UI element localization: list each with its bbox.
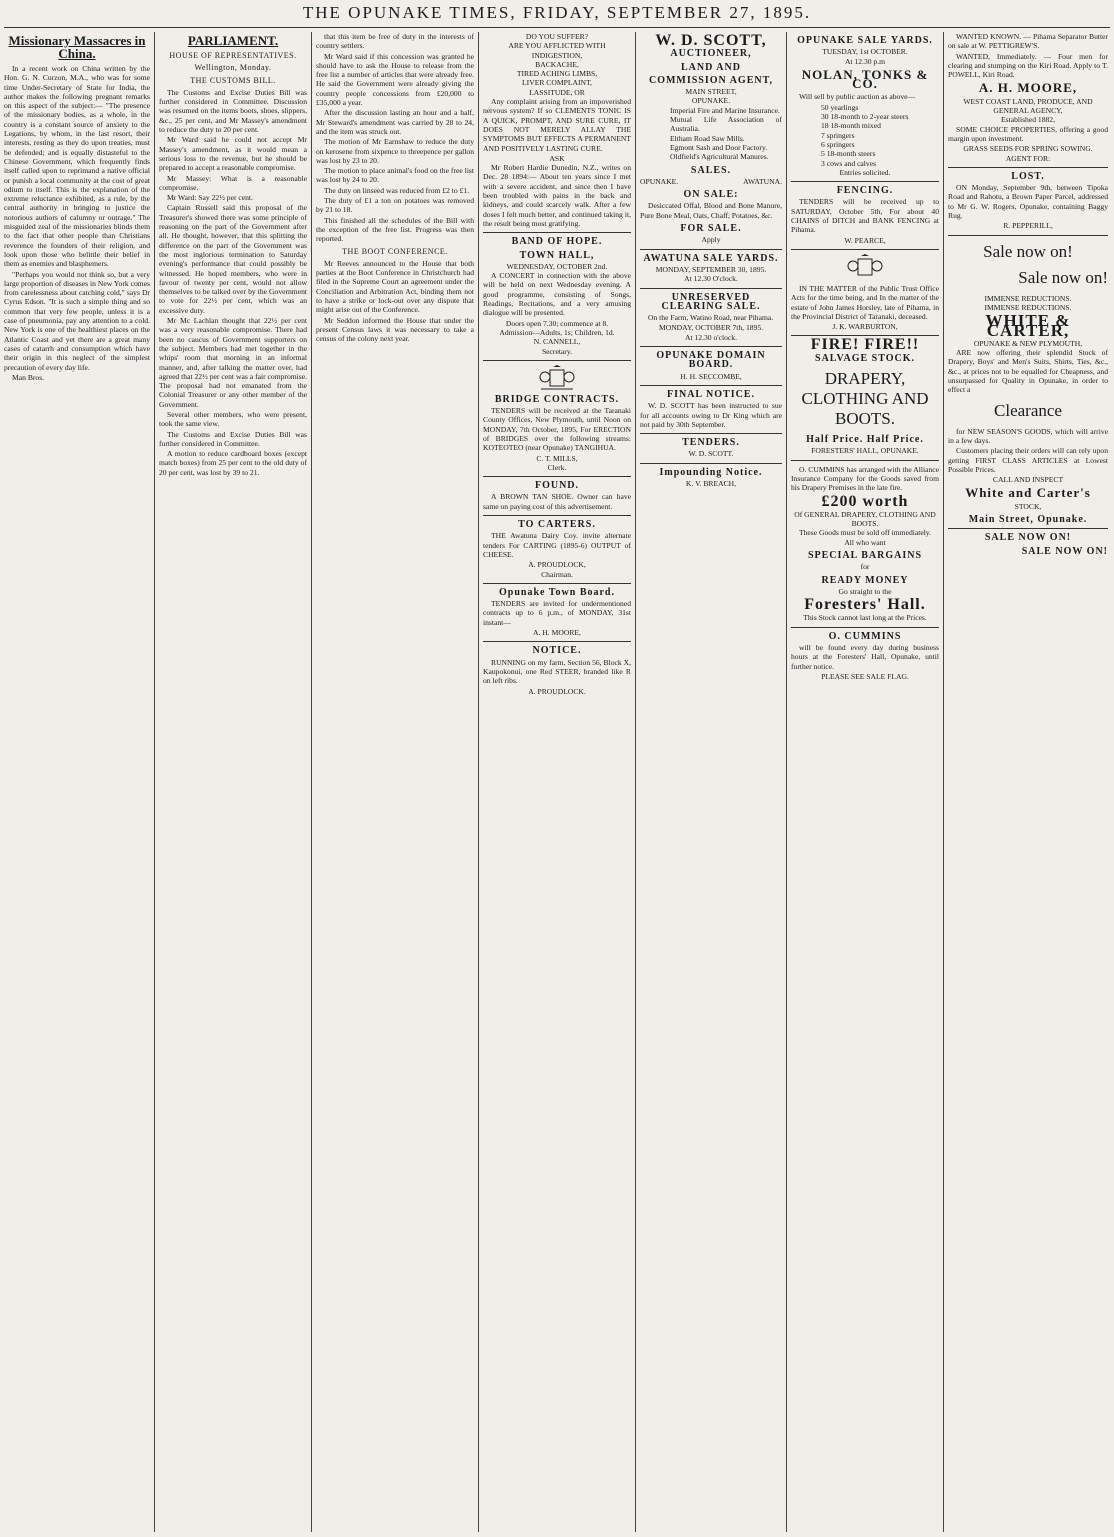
unreserved-body: On the Farm, Watino Road, near Pihama. bbox=[648, 313, 774, 323]
for-label: for bbox=[860, 562, 870, 572]
scott-role: COMMISSION AGENT, bbox=[648, 74, 774, 86]
band-of-hope-title: BAND OF HOPE. bbox=[511, 236, 603, 248]
found-body: A BROWN TAN SHOE. Owner can have same on paying cost of this advertisement. bbox=[483, 492, 631, 511]
lost-body: ON Monday, September 9th, between Tipoka Road and Rahotu, a Brown Paper Parcel, addressed to Mr G. W. Rogers, Opunake, containing Baggy Rug. bbox=[948, 183, 1108, 221]
column-divider bbox=[154, 32, 155, 1532]
divider bbox=[948, 528, 1108, 529]
final-notice-body: W. D. SCOTT has been instructed to sue for all accounts owing to Dr King which are not paid by 30th September. bbox=[640, 401, 782, 429]
stock-list bbox=[821, 103, 939, 168]
moore-subtitle: WEST COAST LAND, PRODUCE, AND GENERAL AGENCY, bbox=[963, 96, 1093, 116]
sale-now-on-bottom: SALE NOW ON! bbox=[1021, 545, 1108, 557]
drapery-title: DRAPERY, CLOTHING AND BOOTS. bbox=[801, 369, 929, 429]
band-of-hope-doors: Doors open 7.30; commence at 8. bbox=[505, 318, 609, 328]
go-label: Go straight to the bbox=[838, 586, 892, 596]
divider bbox=[948, 167, 1108, 168]
apply-label: Apply bbox=[701, 235, 721, 245]
unreserved-time: At 12.30 o'clock. bbox=[685, 332, 737, 342]
fire-title: FIRE! FIRE!! bbox=[810, 336, 920, 354]
article-paragraph: The motion to place animal's food on the free list was lost by 24 to 20. bbox=[316, 166, 474, 185]
ad-tonic-line: TIRED ACHING LIMBS, bbox=[516, 69, 598, 79]
list-item: 50 yearlings bbox=[821, 102, 859, 112]
band-of-hope-subtitle: TOWN HALL, bbox=[519, 249, 595, 261]
main-street: Main Street, Opunake. bbox=[968, 513, 1088, 525]
notice-title: NOTICE. bbox=[532, 645, 582, 657]
list-item: Oldfield's Agricultural Manures. bbox=[670, 152, 769, 162]
yards-title: OPUNAKE SALE YARDS. bbox=[797, 35, 933, 46]
band-of-hope-sign-role: Secretary. bbox=[541, 346, 573, 356]
bridge-contracts-body: TENDERS will be received at the Taranaki County Offices, New Plymouth, until Noon on MONDAY, 7th October, 1895, For ERECTION of BRIDGES over the following streams: KOTEOTEO (near Opunake) TANGIHUA. bbox=[483, 406, 631, 453]
worth-body: These Goods must be sold off immediately. bbox=[798, 528, 932, 538]
special-bargains: SPECIAL BARGAINS bbox=[807, 549, 923, 561]
yards-time: At 12.30 p.m bbox=[844, 56, 886, 66]
article-paragraph: The duty of £1 a ton on potatoes was removed by 21 to 18. bbox=[316, 196, 474, 215]
scott-address: MAIN STREET, bbox=[685, 87, 737, 97]
article-paragraph: Mr Massey: What is a reasonable compromise. bbox=[159, 173, 307, 192]
sale-now-on: Sale now on! bbox=[983, 241, 1073, 261]
ad-tonic-testimonial: Mr Robert Hardie Dunedin, N.Z., writes on Dec. 28 1894:— About ten years since I met with a severe accident, and since then I have been troubled with pains in the back and kidneys, and could scarcely walk. After a few doses I felt much better, and continued taking it, the result being most gratifying. bbox=[483, 163, 631, 228]
column-parliament-cont bbox=[316, 32, 474, 1532]
entries-solicited: Entries solicited. bbox=[839, 167, 891, 177]
headline-parliament: PARLIAMENT. bbox=[187, 33, 279, 48]
divider bbox=[483, 515, 631, 516]
ad-tonic-line: BACKACHE, bbox=[535, 59, 579, 69]
call-and-inspect: CALL AND INSPECT bbox=[992, 475, 1064, 485]
yards-date: TUESDAY, 1st OCTOBER. bbox=[822, 47, 908, 57]
salvage-title: SALVAGE STOCK. bbox=[815, 352, 915, 364]
list-item: 5 18-month steers bbox=[821, 149, 876, 159]
sales-title: SALES. bbox=[690, 164, 732, 176]
ad-tonic-ask: ASK bbox=[549, 153, 565, 163]
sales-opunake: OPUNAKE. bbox=[640, 176, 679, 186]
town-board-sign: A. H. MOORE, bbox=[533, 628, 581, 638]
carters-title: TO CARTERS. bbox=[518, 519, 596, 531]
band-of-hope-admission: Admission—Adults, 1s; Children, 1d. bbox=[499, 327, 615, 337]
band-of-hope-body: A CONCERT in connection with the above will be held on next Wednesday evening. A good programme, consisting of Songs, Readings, Recitations, and a very amusing dialogue will be presented. bbox=[483, 271, 631, 318]
carters-sign-role: Chairman. bbox=[541, 569, 573, 579]
sales-awatuna: AWATUNA. bbox=[743, 176, 782, 186]
firm-name: NOLAN, TONKS & CO. bbox=[801, 66, 929, 92]
bridge-contracts-title: BRIDGE CONTRACTS. bbox=[494, 393, 620, 405]
fencing-sign: W. PEARCE, bbox=[844, 235, 886, 245]
on-sale-title: ON SALE: bbox=[683, 189, 739, 201]
subheading-house: HOUSE OF REPRESENTATIVES. bbox=[169, 51, 297, 60]
awatuna-yards-title: AWATUNA SALE YARDS. bbox=[643, 252, 779, 264]
white-carter-title: WHITE & CARTER, bbox=[985, 311, 1071, 340]
masthead-rule bbox=[4, 27, 1110, 28]
white-carter-stock: White and Carter's bbox=[965, 485, 1091, 501]
lost-sign: R. PEPPERILL, bbox=[1003, 221, 1053, 231]
impounding-sign: K. V. BREACH, bbox=[685, 478, 737, 488]
list-item: Imperial Fire and Marine Insurance. bbox=[670, 105, 780, 115]
column-sale-yards bbox=[791, 32, 939, 1532]
white-carter-subtitle: OPUNAKE & NEW PLYMOUTH, bbox=[973, 338, 1083, 348]
half-price: Half Price. Half Price. bbox=[806, 434, 924, 446]
article-paragraph: that this item be free of duty in the interests of country settlers. bbox=[316, 32, 474, 51]
list-item: 3 cows and calves bbox=[821, 158, 877, 168]
headline-missionary: Missionary Massacres in China. bbox=[8, 33, 146, 61]
bridge-contracts-sign: C. T. MILLS, bbox=[536, 453, 578, 463]
royal-arms-icon bbox=[845, 254, 885, 280]
column-missionary bbox=[4, 32, 150, 1532]
band-of-hope-sign: N. CANNELL, bbox=[533, 337, 581, 347]
carters-body: THE Awatuna Dairy Coy. invite alternate tenders For CARTING (1895-6) OUTPUT of CHEESE. bbox=[483, 531, 631, 559]
agencies-list bbox=[670, 106, 782, 162]
column-white-carter bbox=[948, 32, 1108, 1532]
moore-established: Established 1882, bbox=[1001, 115, 1055, 125]
fencing-body: TENDERS will be received up to SATURDAY, October 5th, For about 40 CHAINS of DITCH and BANK FENCING at Pihama. bbox=[791, 197, 939, 235]
article-paragraph: Mr Ward said if this concession was granted he should have to ask the House to release from the free list a number of articles that were already free. He said the Government were already giving the country people concessions from £20,000 to £35,000 a year. bbox=[316, 51, 474, 108]
list-item: 6 springers bbox=[821, 139, 855, 149]
awatuna-yards-time: At 12.30 O'clock. bbox=[684, 274, 738, 284]
divider bbox=[483, 360, 631, 361]
divider bbox=[640, 288, 782, 289]
found-title: FOUND. bbox=[534, 480, 580, 492]
notice-body: RUNNING on my farm, Section 56, Block X, Kaupokonui, one Red STEER, branded like R on left ribs. bbox=[483, 657, 631, 686]
awatuna-yards-date: MONDAY, SEPTEMBER 30, 1895. bbox=[655, 264, 767, 274]
agent-for: AGENT FOR: bbox=[1005, 153, 1051, 163]
band-of-hope-date: WEDNESDAY, OCTOBER 2nd. bbox=[506, 261, 608, 271]
divider bbox=[791, 249, 939, 250]
sale-now-on: Sale now on! bbox=[1018, 267, 1108, 287]
unreserved-date: MONDAY, OCTOBER 7th, 1895. bbox=[658, 323, 764, 333]
white-carter-body: ARE now offering their splendid Stock of Drapery, Boys' and Men's Suits, Shirts, Ties, &c., &c., at prices not to be equalled for Cheapness, and unsurpassed for Quality in Opunake, in order to effect a bbox=[948, 348, 1108, 395]
article-paragraph: Mr Seddon informed the House that under the present Census laws it was necessary to take a census of the colony next year. bbox=[316, 315, 474, 344]
customers-body: Customers placing their orders will can rely upon getting FIRST CLASS ARTICLES at Lowest Possible Prices. bbox=[948, 446, 1108, 474]
worth-title: £200 worth bbox=[821, 492, 909, 510]
list-item: Eltham Road Saw Mills. bbox=[670, 133, 745, 143]
ad-tonic-line: ARE YOU AFFLICTED WITH bbox=[508, 41, 606, 51]
tenders-title: TENDERS. bbox=[682, 437, 740, 449]
grass-seeds: GRASS SEEDS FOR SPRING SOWING. bbox=[963, 144, 1093, 154]
divider bbox=[640, 433, 782, 434]
domain-board-title: OPUNAKE DOMAIN BOARD. bbox=[656, 350, 766, 371]
town-board-body: TENDERS are invited for undermentioned contracts up to 6 p.m., of MONDAY, 31st instant— bbox=[483, 599, 631, 627]
stock-last: This Stock cannot last long at the Prices. bbox=[803, 613, 927, 623]
article-paragraph: The Customs and Excise Duties Bill was further considered in Committee. Discussion was resumed on the items boots, shoes, slippers, &c., 25 per cent, and Mr Massey's amendment to reduce the duty to 20 per cent. bbox=[159, 87, 307, 135]
article-paragraph: Mr Reeves announced to the House that both parties at the Boot Conference in Christchurch had filed in the Supreme Court an agreement under the Conciliation and Arbitration Act, binding them not to have a strike or lock-out over any dispute that might arise out of the Conference. bbox=[316, 258, 474, 315]
article-paragraph: A motion to reduce cardboard boxes (except match boxes) from 25 per cent to the old duty of 20 per cent, was lost by 39 to 21. bbox=[159, 449, 307, 477]
scott-name: W. D. SCOTT, bbox=[655, 32, 767, 49]
scott-address: OPUNAKE. bbox=[691, 96, 731, 106]
wanted-known: WANTED KNOWN. — Pihama Separator Butter on sale at W. PETTIGREW'S. bbox=[948, 32, 1108, 51]
stock-label: STOCK, bbox=[1014, 501, 1042, 511]
cummins-body: O. CUMMINS has arranged with the Alliance Insurance Company for the Goods saved from his Drapery Premises in the late fire. bbox=[791, 464, 939, 493]
foresters-hall: Foresters' Hall. bbox=[804, 596, 926, 614]
final-notice-title: FINAL NOTICE. bbox=[666, 388, 755, 400]
sale-flag: PLEASE SEE SALE FLAG. bbox=[821, 671, 909, 681]
impounding-title: Impounding Notice. bbox=[659, 466, 763, 478]
article-paragraph: This finished all the schedules of the Bill with the exception of the free list. Progress was then reported. bbox=[316, 215, 474, 244]
divider bbox=[640, 346, 782, 347]
list-item: 30 18-month to 2-year steers bbox=[821, 112, 909, 122]
list-item: Egmont Sash and Door Factory. bbox=[670, 142, 768, 152]
article-paragraph: Mr Ward: Say 22½ per cent. bbox=[167, 193, 253, 203]
divider bbox=[483, 232, 631, 233]
article-paragraph: Several other members, who were present, took the same view. bbox=[159, 409, 307, 429]
divider bbox=[640, 463, 782, 464]
divider bbox=[640, 385, 782, 386]
column-divider bbox=[478, 32, 479, 1532]
list-item: Mutual Life Association of Australia. bbox=[670, 115, 782, 134]
sales-columns bbox=[640, 177, 782, 186]
bridge-contracts-sign-role: Clerk. bbox=[547, 462, 567, 472]
trust-sign: J. K. WARBURTON, bbox=[832, 322, 898, 332]
coat-of-arms-icon bbox=[537, 365, 577, 391]
article-footer: Man Bros. bbox=[12, 372, 45, 382]
ad-tonic-body: Any complaint arising from an impoverished nervous system? If so CLEMENTS TONIC IS A QUICK, PROMPT, AND SURE CURE, IT DOES NOT MERELY ALLAY THE SYMPTOMS BUT EFFECTS A PERMANENT AND POSITIVELY LASTING CURE. bbox=[483, 97, 631, 153]
subheading-customs-bill: THE CUSTOMS BILL. bbox=[190, 75, 276, 85]
list-item: 18 18-month mixed bbox=[821, 121, 881, 131]
cummins-notice: will be found every day during business hours at the Foresters' Hall, Opunake, until further notice. bbox=[791, 643, 939, 671]
column-divider bbox=[943, 32, 944, 1532]
fencing-title: FENCING. bbox=[836, 185, 894, 197]
scott-role: LAND AND bbox=[681, 61, 741, 73]
carters-sign: A. PROUDLOCK, bbox=[528, 560, 586, 570]
article-paragraph: The Customs and Excise Duties Bill was further considered in Committee. bbox=[159, 429, 307, 448]
cummins-name: O. CUMMINS bbox=[828, 630, 902, 642]
list-item: 7 springers bbox=[821, 130, 855, 140]
article-paragraph: The duty on linseed was reduced from £2 to £1. bbox=[324, 185, 470, 195]
lost-title: LOST. bbox=[1011, 170, 1045, 182]
firm-body: Will sell by public auction as above— bbox=[799, 92, 916, 102]
divider bbox=[483, 476, 631, 477]
clearance-subtitle: for NEW SEASON'S GOODS, which will arrive in a few days. bbox=[948, 426, 1108, 445]
divider bbox=[791, 460, 939, 461]
subheading-boot-conference: THE BOOT CONFERENCE. bbox=[342, 246, 448, 256]
column-ads-1 bbox=[483, 32, 631, 1532]
sale-now-on-bottom: SALE NOW ON! bbox=[984, 532, 1072, 544]
immense-reductions: IMMENSE REDUCTIONS. bbox=[984, 302, 1072, 312]
divider bbox=[948, 235, 1108, 236]
column-scott-ads bbox=[640, 32, 782, 1532]
foresters-address: FORESTERS' HALL, OPUNAKE. bbox=[811, 446, 919, 456]
column-parliament bbox=[159, 32, 307, 1532]
ad-tonic-line: LASSITUDE, OR bbox=[529, 87, 585, 97]
notice-sign: A. PROUDLOCK. bbox=[528, 686, 586, 696]
article-paragraph: In a recent work on China written by the Hon. G. N. Curzon, M.A., who was for some time Under-Secretary of State for India, the author makes the following pregnant remarks on this aspect of the subject:— "The presence of the missionary bodies, as a whole, in the country is a constant source of anxiety to the Legations, by whom, in the last resort, their interests, resting as they do upon treaties, must be defended; and is equally distasteful to the Chinese Government, which frequently finds itself called upon to reprimand a native official or punish a local community at the cost of great odium to itself. This is the explanation of the extreme reluctance exhibited, as a rule, by the central authority in bringing to justice the notorious authors of calumny or outrage." The misguided zeal of the missionaries blinds them to the fact that other people than Christians reverence the founders of their religion, and look upon those who belittle their belief in them as enemies and blasphemers. bbox=[4, 64, 150, 269]
worth-subtitle: Of GENERAL DRAPERY, CLOTHING AND BOOTS. bbox=[794, 509, 936, 529]
trust-notice: IN THE MATTER of the Public Trust Office Acts for the time being, and In the matter of the estate of John James Horsley, late of Pihama, in the Provincial District of Taranaki, deceased. bbox=[791, 283, 939, 321]
clearance: Clearance bbox=[994, 400, 1062, 420]
article-paragraph: "Perhaps you would not think so, but a very large proportion of diseases in New York comes from carelessness about catching cold," says Dr Cyrus Edson. "It is such a simple thing and so common that very few people, unless it is a case of pneumonia, pay any attention to a cold. New York is one of the healthiest places on the Atlantic Coast and yet there are a great many cases of catarrh and consumption which have their origin in this neglect of the simplest precaution of every day life. bbox=[4, 269, 150, 372]
masthead: THE OPUNAKE TIMES, FRIDAY, SEPTEMBER 27, 1895. bbox=[302, 3, 812, 22]
article-paragraph: Mr Ward said he could not accept Mr Massey's amendment, as it would mean a serious loss to the revenue, but he should be prepared to accept a reasonable compromise. bbox=[159, 135, 307, 173]
article-paragraph: After the discussion lasting an hour and a half, Mr Steward's amendment was carried by 28 to 24, and the item was struck out. bbox=[316, 108, 474, 136]
column-divider bbox=[635, 32, 636, 1532]
article-paragraph: Mr Mc Lachlan thought that 22½ per cent was a very reasonable compromise. There had been no caucus of Government supporters on the subject. Members had met together in the whips' room that morning in an informal manner, and, after talking the matter over, had agreed that 22½ per cent was a fair compromise. The proposal had not emanated from the Colonial Treasurer or any other member of the Government. bbox=[159, 316, 307, 409]
column-divider bbox=[311, 32, 312, 1532]
moore-body: SOME CHOICE PROPERTIES, offering a good margin upon investment. bbox=[948, 124, 1108, 143]
wanted-immediately: WANTED, Immediately. — Four men for clearing and stumping on the Kiri Road. Apply to T. POWELL, Kiri Road. bbox=[948, 51, 1108, 80]
ad-tonic-line: LIVER COMPLAINT, bbox=[522, 78, 592, 88]
article-paragraph: Captain Russell said this proposal of the Treasurer's showed there was some principle of reasoning on the part of the Government after all. He thought, however, that this splitting the difference on the part of the Government was the most inglorious termination to Saturday evening's performance that could possibly be witnessed. He hoped members, who were in favour of twenty per cent, would not allow themselves to be talked over by the Government to vote for 22½ per cent, which was an excessive duty. bbox=[159, 203, 307, 315]
town-board-title: Opunake Town Board. bbox=[499, 586, 615, 598]
divider bbox=[483, 583, 631, 584]
divider bbox=[791, 181, 939, 182]
want-label: All who want bbox=[844, 537, 886, 547]
moore-name: A. H. MOORE, bbox=[978, 80, 1078, 96]
divider bbox=[640, 249, 782, 250]
ready-money: READY MONEY bbox=[821, 574, 909, 586]
ad-tonic-line: DO YOU SUFFER? bbox=[525, 32, 589, 41]
domain-board-sign: H. H. SECCOMBE, bbox=[680, 371, 742, 381]
dateline: Wellington, Monday. bbox=[194, 63, 272, 73]
tenders-sign: W. D. SCOTT. bbox=[688, 449, 734, 459]
scott-role: AUCTIONEER, bbox=[670, 48, 752, 60]
column-divider bbox=[786, 32, 787, 1532]
for-sale-title: FOR SALE. bbox=[680, 223, 742, 235]
unreserved-title: UNRESERVED CLEARING SALE. bbox=[661, 291, 761, 312]
on-sale-body: Desiccated Offal, Blood and Bone Manure, Pure Bone Meal, Oats, Chaff, Potatoes, &c. bbox=[640, 201, 782, 220]
article-paragraph: The motion of Mr Earnshaw to reduce the duty on kerosene from sixpence to threepence per gallon was lost by 23 to 20. bbox=[316, 137, 474, 165]
divider bbox=[483, 641, 631, 642]
ad-tonic-line: INDIGESTION, bbox=[531, 50, 583, 60]
divider bbox=[791, 627, 939, 628]
immense-reductions: IMMENSE REDUCTIONS. bbox=[984, 293, 1072, 303]
